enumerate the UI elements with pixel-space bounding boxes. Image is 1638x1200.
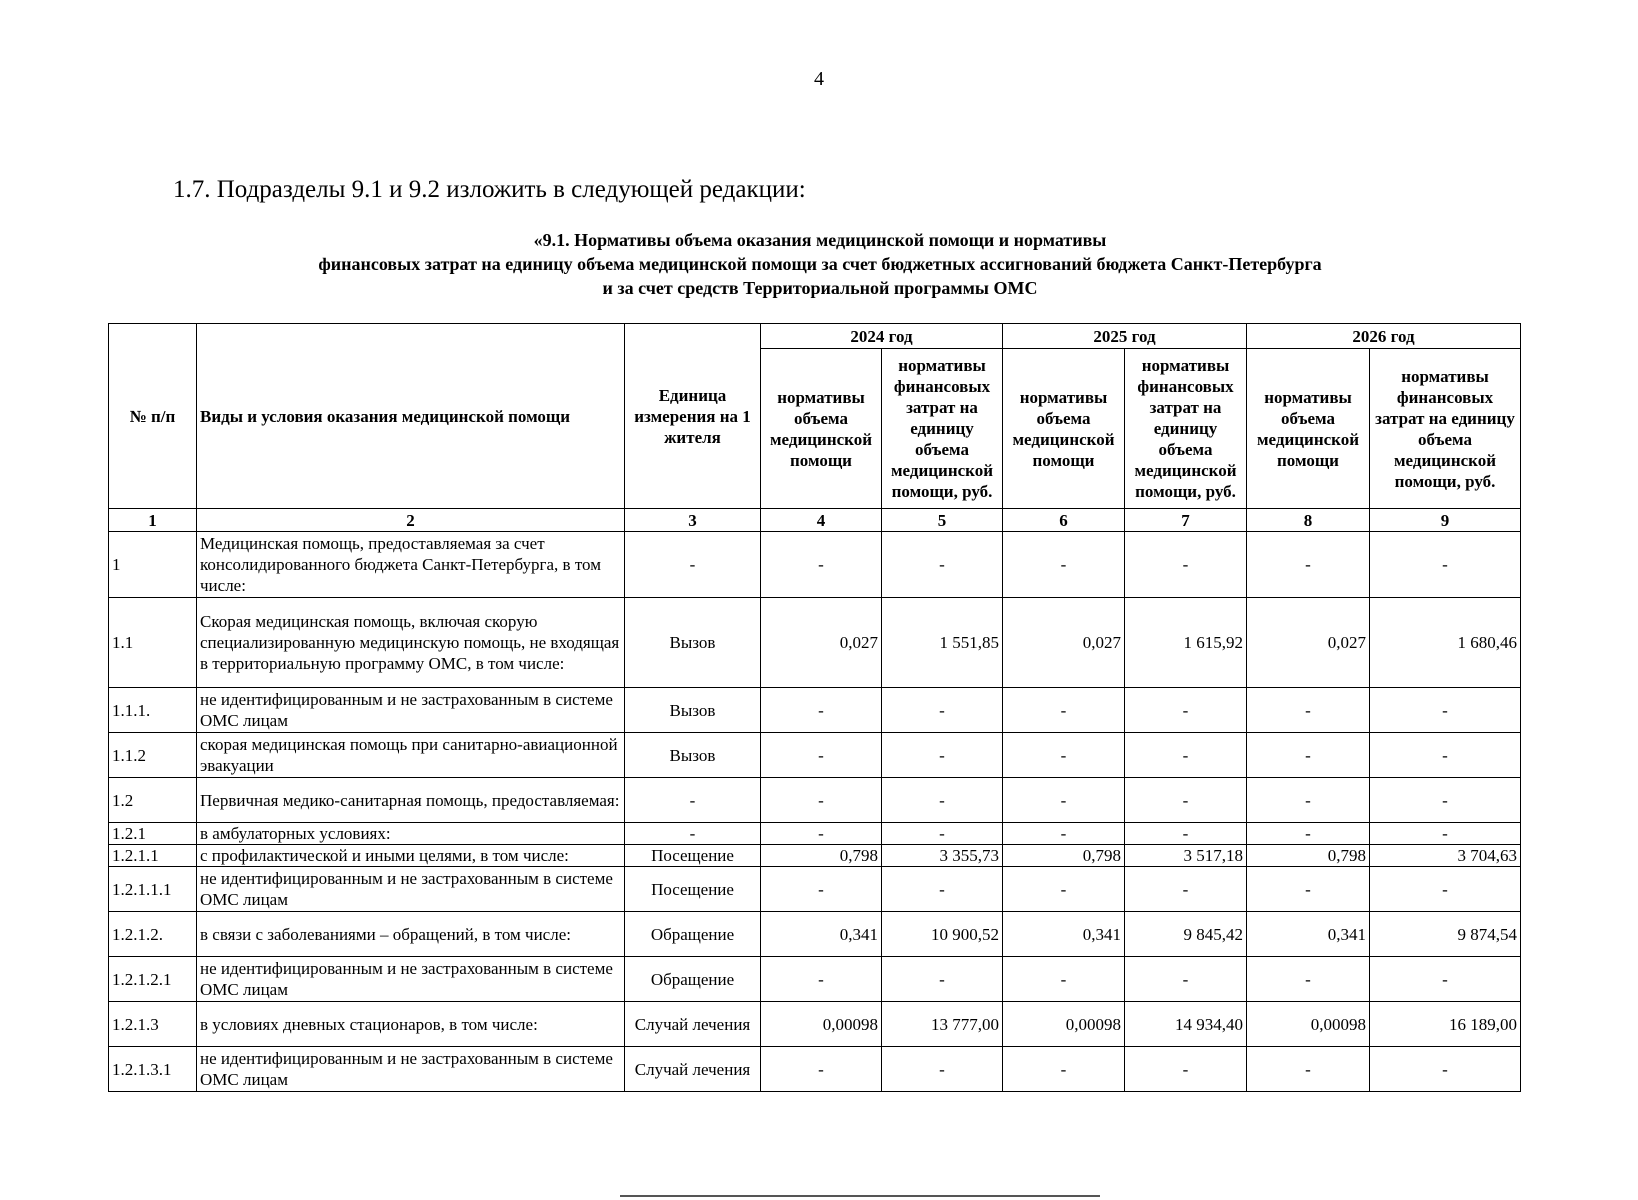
row-number: 1.1 — [109, 598, 197, 688]
section-title — [200, 228, 1440, 300]
value-volume-2025: - — [1003, 1047, 1125, 1092]
row-unit: Случай лечения — [625, 1002, 761, 1047]
table-row — [109, 845, 1521, 867]
value-volume-2024: - — [761, 1047, 882, 1092]
row-number: 1 — [109, 532, 197, 598]
value-volume-2024: - — [761, 957, 882, 1002]
section-title-line-2: финансовых затрат на единицу объема медицинской помощи за счет бюджетных ассигнований бюджета Санкт-Петербурга — [318, 254, 1322, 274]
row-unit: Вызов — [625, 733, 761, 778]
value-volume-2025: - — [1003, 957, 1125, 1002]
section-title-line-3: и за счет средств Территориальной программы ОМС — [602, 278, 1038, 298]
value-volume-2026: - — [1247, 1047, 1370, 1092]
value-cost-2025: - — [1125, 1047, 1247, 1092]
value-volume-2024: 0,798 — [761, 845, 882, 867]
value-cost-2024: 13 777,00 — [882, 1002, 1003, 1047]
header-num: № п/п — [109, 324, 197, 509]
value-volume-2026: - — [1247, 532, 1370, 598]
header-kind: Виды и условия оказания медицинской помощи — [197, 324, 625, 509]
row-number: 1.1.1. — [109, 688, 197, 733]
value-volume-2025: 0,798 — [1003, 845, 1125, 867]
row-name: не идентифицированным и не застрахованным в системе ОМС лицам — [197, 1047, 625, 1092]
value-volume-2024: - — [761, 532, 882, 598]
value-cost-2026: - — [1370, 778, 1521, 823]
value-cost-2026: 9 874,54 — [1370, 912, 1521, 957]
column-number: 1 — [109, 509, 197, 532]
value-volume-2026: 0,027 — [1247, 598, 1370, 688]
value-volume-2025: - — [1003, 867, 1125, 912]
table-row — [109, 1002, 1521, 1047]
column-number: 4 — [761, 509, 882, 532]
value-cost-2025: - — [1125, 957, 1247, 1002]
header-cost-2024: нормативы финансовых затрат на единицу объема медицинской помощи, руб. — [882, 349, 1003, 509]
value-volume-2025: 0,341 — [1003, 912, 1125, 957]
page-number: 4 — [814, 68, 824, 90]
value-cost-2024: 10 900,52 — [882, 912, 1003, 957]
value-cost-2026: - — [1370, 823, 1521, 845]
value-cost-2025: 1 615,92 — [1125, 598, 1247, 688]
value-volume-2025: - — [1003, 733, 1125, 778]
header-unit: Единица измерения на 1 жителя — [625, 324, 761, 509]
table-row — [109, 823, 1521, 845]
value-cost-2024: - — [882, 867, 1003, 912]
value-cost-2024: - — [882, 957, 1003, 1002]
value-volume-2025: - — [1003, 778, 1125, 823]
footer-divider — [620, 1195, 1100, 1197]
header-year-2024: 2024 год — [761, 324, 1003, 349]
header-volume-2025: нормативы объема медицинской помощи — [1003, 349, 1125, 509]
value-cost-2026: - — [1370, 867, 1521, 912]
row-name: в амбулаторных условиях: — [197, 823, 625, 845]
value-cost-2025: - — [1125, 867, 1247, 912]
value-volume-2024: 0,00098 — [761, 1002, 882, 1047]
row-number: 1.2.1.2.1 — [109, 957, 197, 1002]
value-volume-2026: - — [1247, 778, 1370, 823]
column-number-row — [109, 509, 1521, 532]
row-number: 1.2 — [109, 778, 197, 823]
row-name: Первичная медико-санитарная помощь, предоставляемая: — [197, 778, 625, 823]
value-cost-2024: - — [882, 532, 1003, 598]
value-cost-2024: 3 355,73 — [882, 845, 1003, 867]
column-number: 7 — [1125, 509, 1247, 532]
value-cost-2025: 14 934,40 — [1125, 1002, 1247, 1047]
value-volume-2026: 0,798 — [1247, 845, 1370, 867]
row-name: не идентифицированным и не застрахованным в системе ОМС лицам — [197, 867, 625, 912]
row-unit: Случай лечения — [625, 1047, 761, 1092]
row-unit: Вызов — [625, 688, 761, 733]
section-title-line-1: «9.1. Нормативы объема оказания медицинской помощи и нормативы — [533, 230, 1107, 250]
row-unit: Обращение — [625, 957, 761, 1002]
value-cost-2026: - — [1370, 733, 1521, 778]
value-volume-2026: - — [1247, 733, 1370, 778]
row-name: не идентифицированным и не застрахованным в системе ОМС лицам — [197, 957, 625, 1002]
header-cost-2026: нормативы финансовых затрат на единицу объема медицинской помощи, руб. — [1370, 349, 1521, 509]
value-cost-2026: - — [1370, 957, 1521, 1002]
value-cost-2024: - — [882, 733, 1003, 778]
row-number: 1.2.1.3 — [109, 1002, 197, 1047]
value-volume-2026: - — [1247, 688, 1370, 733]
value-cost-2025: - — [1125, 823, 1247, 845]
row-number: 1.1.2 — [109, 733, 197, 778]
value-cost-2024: - — [882, 1047, 1003, 1092]
header-volume-2024: нормативы объема медицинской помощи — [761, 349, 882, 509]
value-cost-2024: 1 551,85 — [882, 598, 1003, 688]
row-name: скорая медицинская помощь при санитарно-авиационной эвакуации — [197, 733, 625, 778]
value-volume-2025: 0,00098 — [1003, 1002, 1125, 1047]
value-volume-2024: - — [761, 733, 882, 778]
row-name: в условиях дневных стационаров, в том числе: — [197, 1002, 625, 1047]
row-unit: Вызов — [625, 598, 761, 688]
value-volume-2025: 0,027 — [1003, 598, 1125, 688]
row-name: Скорая медицинская помощь, включая скорую специализированную медицинскую помощь, не входящая в территориальную программу ОМС, в том числе: — [197, 598, 625, 688]
column-number: 6 — [1003, 509, 1125, 532]
header-year-2026: 2026 год — [1247, 324, 1521, 349]
value-volume-2024: 0,341 — [761, 912, 882, 957]
column-number: 9 — [1370, 509, 1521, 532]
table-row — [109, 957, 1521, 1002]
column-number: 8 — [1247, 509, 1370, 532]
row-unit: Обращение — [625, 912, 761, 957]
row-name: Медицинская помощь, предоставляемая за счет консолидированного бюджета Санкт-Петербурга, в том числе: — [197, 532, 625, 598]
value-cost-2025: - — [1125, 778, 1247, 823]
value-volume-2026: - — [1247, 957, 1370, 1002]
row-name: с профилактической и иными целями, в том числе: — [197, 845, 625, 867]
value-cost-2025: - — [1125, 532, 1247, 598]
value-cost-2026: 1 680,46 — [1370, 598, 1521, 688]
column-number: 2 — [197, 509, 625, 532]
value-cost-2025: - — [1125, 688, 1247, 733]
value-cost-2026: - — [1370, 532, 1521, 598]
value-volume-2024: - — [761, 778, 882, 823]
value-volume-2026: - — [1247, 867, 1370, 912]
row-unit: Посещение — [625, 845, 761, 867]
intro-text: 1.7. Подразделы 9.1 и 9.2 изложить в следующей редакции: — [173, 176, 806, 203]
row-number: 1.2.1.1.1 — [109, 867, 197, 912]
header-year-2025: 2025 год — [1003, 324, 1247, 349]
row-number: 1.2.1.2. — [109, 912, 197, 957]
table-row — [109, 688, 1521, 733]
table-row — [109, 867, 1521, 912]
table-row — [109, 532, 1521, 598]
row-number: 1.2.1.3.1 — [109, 1047, 197, 1092]
value-volume-2026: - — [1247, 823, 1370, 845]
row-unit: - — [625, 778, 761, 823]
value-volume-2024: - — [761, 823, 882, 845]
table-row — [109, 733, 1521, 778]
row-unit: - — [625, 823, 761, 845]
value-volume-2025: - — [1003, 688, 1125, 733]
value-cost-2026: - — [1370, 1047, 1521, 1092]
header-cost-2025: нормативы финансовых затрат на единицу объема медицинской помощи, руб. — [1125, 349, 1247, 509]
value-cost-2025: 9 845,42 — [1125, 912, 1247, 957]
table-body — [109, 532, 1521, 1092]
value-volume-2026: 0,00098 — [1247, 1002, 1370, 1047]
row-name: в связи с заболеваниями – обращений, в том числе: — [197, 912, 625, 957]
table-row — [109, 778, 1521, 823]
value-cost-2026: 3 704,63 — [1370, 845, 1521, 867]
value-cost-2025: - — [1125, 733, 1247, 778]
table-row — [109, 912, 1521, 957]
table-row — [109, 1047, 1521, 1092]
column-number: 5 — [882, 509, 1003, 532]
value-volume-2026: 0,341 — [1247, 912, 1370, 957]
value-cost-2025: 3 517,18 — [1125, 845, 1247, 867]
value-cost-2026: - — [1370, 688, 1521, 733]
value-volume-2025: - — [1003, 823, 1125, 845]
row-name: не идентифицированным и не застрахованным в системе ОМС лицам — [197, 688, 625, 733]
value-cost-2026: 16 189,00 — [1370, 1002, 1521, 1047]
value-cost-2024: - — [882, 823, 1003, 845]
value-cost-2024: - — [882, 688, 1003, 733]
value-cost-2024: - — [882, 778, 1003, 823]
value-volume-2025: - — [1003, 532, 1125, 598]
value-volume-2024: - — [761, 688, 882, 733]
row-unit: Посещение — [625, 867, 761, 912]
value-volume-2024: - — [761, 867, 882, 912]
column-number: 3 — [625, 509, 761, 532]
row-number: 1.2.1 — [109, 823, 197, 845]
row-number: 1.2.1.1 — [109, 845, 197, 867]
header-volume-2026: нормативы объема медицинской помощи — [1247, 349, 1370, 509]
table-header — [109, 324, 1521, 532]
norms-table — [108, 323, 1521, 1092]
table-row — [109, 598, 1521, 688]
row-unit: - — [625, 532, 761, 598]
value-volume-2024: 0,027 — [761, 598, 882, 688]
